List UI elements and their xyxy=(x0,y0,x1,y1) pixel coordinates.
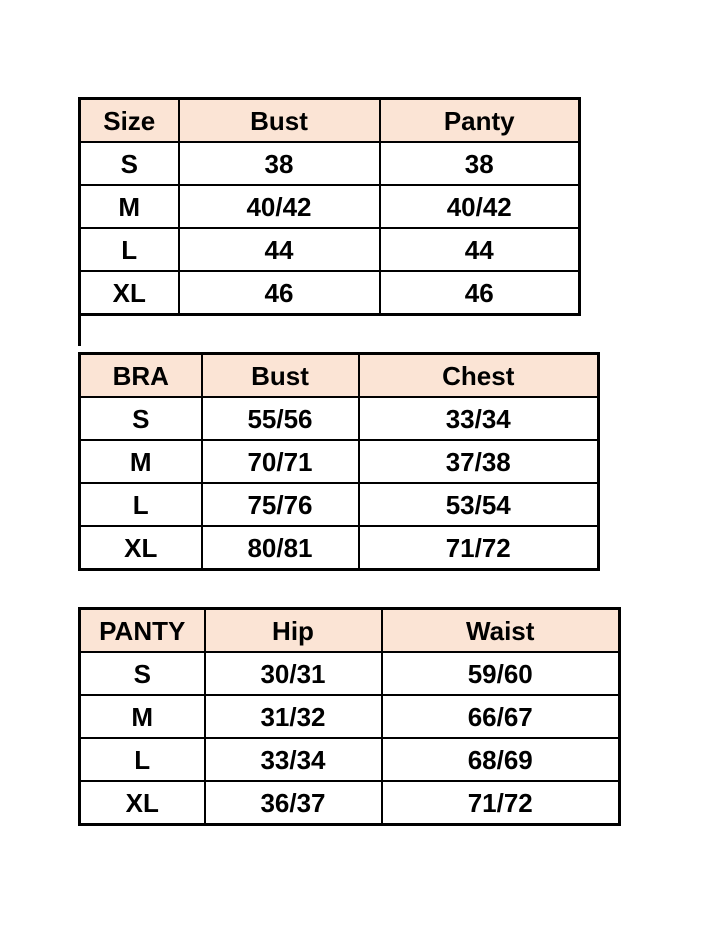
table-cell: 46 xyxy=(380,271,580,315)
header-cell: Size xyxy=(80,99,179,143)
table-cell: 37/38 xyxy=(359,440,599,483)
table-header-row xyxy=(80,354,599,398)
table-cell: 66/67 xyxy=(382,695,620,738)
table-row xyxy=(80,738,620,781)
table-cell: L xyxy=(80,483,202,526)
table-cell: 80/81 xyxy=(202,526,359,570)
table-cell: S xyxy=(80,142,179,185)
table-cell: XL xyxy=(80,526,202,570)
header-cell: PANTY xyxy=(80,609,205,653)
table-cell: 33/34 xyxy=(205,738,382,781)
table-cell: M xyxy=(80,185,179,228)
table-cell: 55/56 xyxy=(202,397,359,440)
table-cell: 53/54 xyxy=(359,483,599,526)
size-table xyxy=(78,97,581,316)
table-cell: 38 xyxy=(380,142,580,185)
header-cell: Chest xyxy=(359,354,599,398)
table-row xyxy=(80,483,599,526)
table-cell: 71/72 xyxy=(359,526,599,570)
table-row xyxy=(80,142,580,185)
header-cell: BRA xyxy=(80,354,202,398)
table-cell: 59/60 xyxy=(382,652,620,695)
table-row xyxy=(80,185,580,228)
table-row xyxy=(80,440,599,483)
table-cell: 36/37 xyxy=(205,781,382,825)
header-cell: Waist xyxy=(382,609,620,653)
table-cell: L xyxy=(80,228,179,271)
table-cell: 70/71 xyxy=(202,440,359,483)
header-cell: Bust xyxy=(202,354,359,398)
table-cell: 40/42 xyxy=(179,185,380,228)
table-cell: 40/42 xyxy=(380,185,580,228)
header-cell: Hip xyxy=(205,609,382,653)
table-cell: 38 xyxy=(179,142,380,185)
header-cell: Panty xyxy=(380,99,580,143)
table-cell: XL xyxy=(80,781,205,825)
table-cell: 30/31 xyxy=(205,652,382,695)
table-border-spur xyxy=(78,312,81,346)
table-cell: 71/72 xyxy=(382,781,620,825)
table-cell: 31/32 xyxy=(205,695,382,738)
table-cell: 68/69 xyxy=(382,738,620,781)
table-row xyxy=(80,526,599,570)
header-cell: Bust xyxy=(179,99,380,143)
table-row xyxy=(80,397,599,440)
table-header-row xyxy=(80,609,620,653)
table-cell: M xyxy=(80,695,205,738)
table-cell: 44 xyxy=(179,228,380,271)
table-cell: 46 xyxy=(179,271,380,315)
table-row xyxy=(80,228,580,271)
table-cell: S xyxy=(80,397,202,440)
table-cell: XL xyxy=(80,271,179,315)
table-cell: 33/34 xyxy=(359,397,599,440)
table-row xyxy=(80,271,580,315)
table-cell: S xyxy=(80,652,205,695)
bra-table xyxy=(78,352,600,571)
table-row xyxy=(80,695,620,738)
table-cell: 75/76 xyxy=(202,483,359,526)
panty-table xyxy=(78,607,621,826)
table-row xyxy=(80,652,620,695)
table-cell: 44 xyxy=(380,228,580,271)
table-row xyxy=(80,781,620,825)
table-cell: M xyxy=(80,440,202,483)
table-cell: L xyxy=(80,738,205,781)
table-header-row xyxy=(80,99,580,143)
